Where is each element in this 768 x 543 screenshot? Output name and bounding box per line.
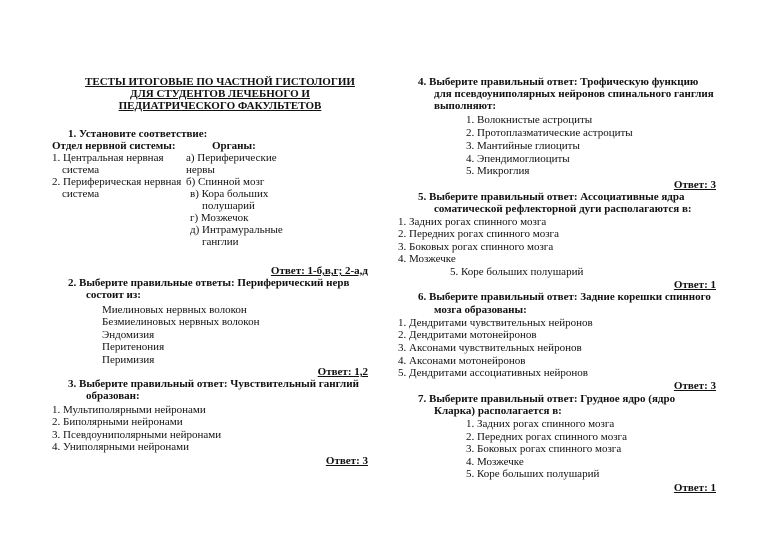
q4-option: 4. Эпендимоглиоциты (466, 153, 570, 165)
q2-answer: Ответ: 1,2 (317, 366, 368, 378)
q3-option: 2. Биполярными нейронами (52, 416, 183, 428)
q1-right-item-a-cont: нервы (186, 164, 215, 176)
q1-right-item-e-cont: ганглии (202, 236, 239, 248)
q4-option: 1. Волокнистые астроциты (466, 114, 593, 126)
q1-right-item-c-cont: полушарий (202, 200, 255, 212)
q2-option: Безмиелиновых нервных волокон (102, 316, 260, 328)
q1-left-item-1-cont: система (62, 164, 100, 176)
q2-heading-cont: состоит из: (86, 289, 141, 301)
q4-answer: Ответ: 3 (673, 179, 716, 191)
q4-option: 5. Микроглия (466, 165, 530, 177)
q2-option: Перимизия (102, 354, 155, 366)
q6-option: 2. Дендритами мотонейронов (398, 329, 537, 341)
q7-option: 5. Коре больших полушарий (466, 468, 600, 480)
q1-heading: 1. Установите соответствие: (68, 128, 208, 140)
q4-heading: 4. Выберите правильный ответ: Трофическую функцию (418, 76, 699, 88)
q3-option: 4. Униполярными нейронами (52, 441, 190, 453)
q6-option: 5. Дендритами ассоциативных нейронов (398, 367, 588, 379)
q6-heading: 6. Выберите правильный ответ: Задние корешки спинного (418, 291, 711, 303)
title-line-2: ДЛЯ СТУДЕНТОВ ЛЕЧЕБНОГО И (130, 88, 310, 100)
q1-right-item-c: в) Кора больших (190, 188, 269, 200)
q4-option: 3. Мантийные глиоциты (466, 140, 580, 152)
q7-option: 3. Боковых рогах спинного мозга (466, 443, 622, 455)
q7-heading: 7. Выберите правильный ответ: Грудное ядро (ядро (418, 393, 676, 405)
q5-option: 2. Передних рогах спинного мозга (398, 228, 559, 240)
q4-heading-cont: для псевдоуниполярных нейронов спинального ганглия (434, 88, 714, 100)
title-line-1: ТЕСТЫ ИТОГОВЫЕ ПО ЧАСТНОЙ ГИСТОЛОГИИ (85, 76, 355, 88)
q3-answer: Ответ: 3 (325, 455, 368, 467)
q7-option: 4. Мозжечке (466, 456, 524, 468)
q1-col-left-header: Отдел нервной системы: (52, 140, 176, 152)
q5-heading-cont: соматической рефлекторной дуги располагаются в: (434, 203, 692, 215)
q2-heading: 2. Выберите правильные ответы: Периферический нерв (68, 277, 350, 289)
q2-option: Перитенония (102, 341, 165, 353)
q6-option: 3. Аксонами чувствительных нейронов (398, 342, 582, 354)
q3-heading-cont: образован: (86, 390, 140, 402)
q5-option: 5. Коре больших полушарий (450, 266, 584, 278)
q6-option: 4. Аксонами мотонейронов (398, 355, 526, 367)
title-line-3: ПЕДИАТРИЧЕСКОГО ФАКУЛЬТЕТОВ (118, 100, 322, 112)
q6-heading-cont: мозга образованы: (434, 304, 527, 316)
q5-heading: 5. Выберите правильный ответ: Ассоциативные ядра (418, 191, 685, 203)
q1-answer: Ответ: 1-б,в,г; 2-а,д (270, 265, 368, 277)
q7-answer: Ответ: 1 (673, 482, 716, 494)
q1-right-item-e: д) Интрамуральные (190, 224, 283, 236)
q7-option: 2. Передних рогах спинного мозга (466, 431, 627, 443)
q1-col-right-header: Органы: (212, 140, 256, 152)
q4-option: 2. Протоплазматические астроциты (466, 127, 633, 139)
q7-heading-cont: Кларка) располагается в: (434, 405, 562, 417)
q2-option: Миелиновых нервных волокон (102, 304, 247, 316)
q2-option: Эндомизия (102, 329, 155, 341)
q1-right-item-b: б) Спинной мозг (186, 176, 265, 188)
q5-option: 1. Задних рогах спинного мозга (398, 216, 547, 228)
q5-option: 3. Боковых рогах спинного мозга (398, 241, 554, 253)
q3-option: 3. Псевдоуниполярными нейронами (52, 429, 222, 441)
q5-option: 4. Мозжечке (398, 253, 456, 265)
q1-left-item-2-cont: система (62, 188, 100, 200)
q1-left-item-2: 2. Периферическая нервная (52, 176, 182, 188)
q1-right-item-a: а) Периферические (186, 152, 277, 164)
q1-right-item-d: г) Мозжечок (190, 212, 249, 224)
q6-option: 1. Дендритами чувствительных нейронов (398, 317, 593, 329)
q4-heading-cont-2: выполняют: (434, 100, 497, 112)
q7-option: 1. Задних рогах спинного мозга (466, 418, 615, 430)
q3-heading: 3. Выберите правильный ответ: Чувствительный ганглий (68, 378, 359, 390)
q3-option: 1. Мультиполярными нейронами (52, 404, 206, 416)
q1-left-item-1: 1. Центральная нервная (52, 152, 164, 164)
q6-answer: Ответ: 3 (673, 380, 716, 392)
q5-answer: Ответ: 1 (673, 279, 716, 291)
